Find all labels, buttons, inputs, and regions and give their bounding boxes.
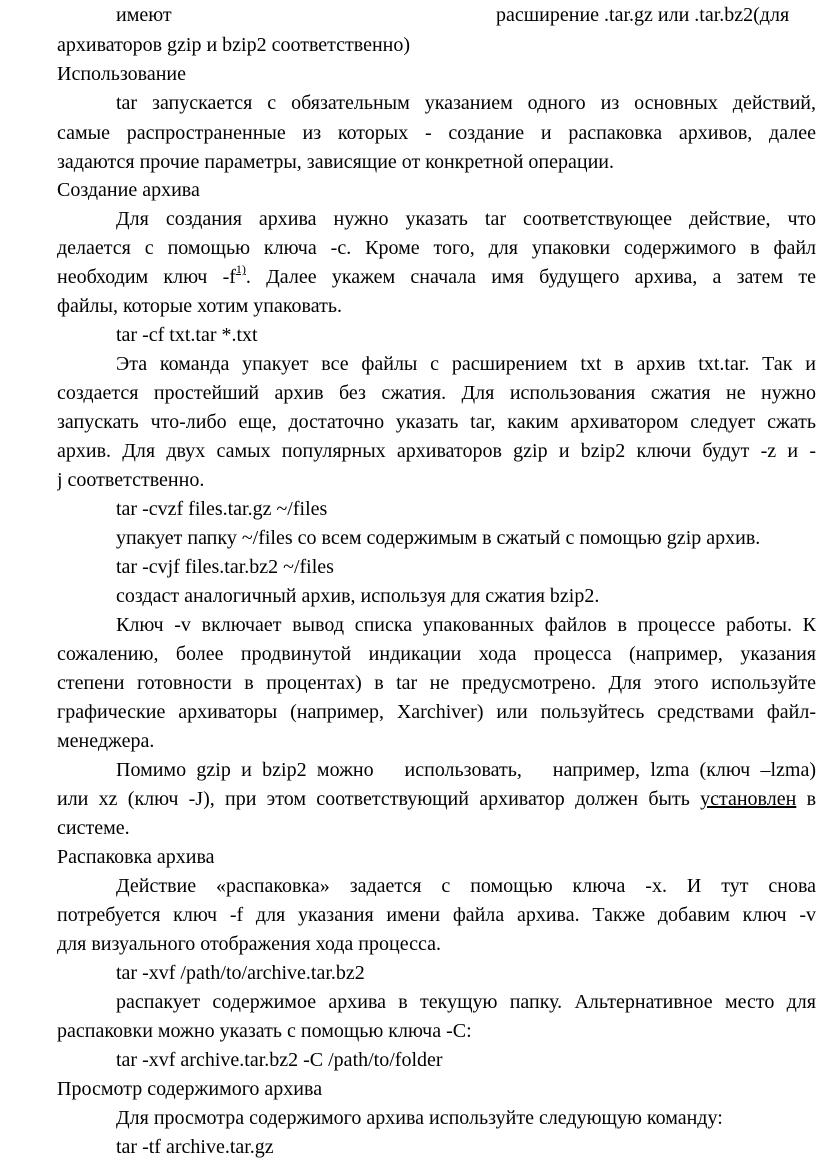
command-line: tar -cvjf files.tar.bz2 ~/files: [116, 556, 334, 578]
command-line: tar -cvzf files.tar.gz ~/files: [116, 498, 328, 520]
text-fragment: имеют: [116, 4, 172, 26]
paragraph-line: [57, 784, 816, 814]
text-fragment: расширение .tar.gz или .tar.bz2(для: [496, 4, 790, 26]
paragraph-line: для визуального отображения хода процесса.: [57, 933, 441, 955]
paragraph-line: создаст аналогичный архив, используя для сжатия bzip2.: [116, 585, 600, 607]
paragraph-line: j соответственно.: [57, 469, 205, 491]
paragraph-line: упакует папку ~/files со всем содержимым в сжатый с помощью gzip архив.: [116, 527, 761, 549]
section-heading: Создание архива: [57, 179, 200, 201]
paragraph-line: менеджера.: [57, 730, 155, 752]
section-heading: Распаковка архива: [57, 846, 215, 868]
text-fragment: . Далее укажем сначала имя будущего архива, а затем те: [245, 266, 816, 288]
paragraph-line: запускать что-либо еще, достаточно указать tar, каким архиватором следует сжать: [57, 411, 816, 433]
command-line: tar -cf txt.tar *.txt: [116, 324, 258, 346]
paragraph-line: архив. Для двух самых популярных архиваторов gzip и bzip2 ключи будут -z и -: [57, 440, 816, 462]
footnote-marker[interactable]: 1): [235, 262, 246, 277]
section-heading: Использование: [57, 63, 186, 85]
text-fragment: в: [806, 788, 816, 810]
paragraph-line: Для просмотра содержимого архива используйте следующую команду:: [116, 1107, 723, 1129]
paragraph-line: файлы, которые хотим упаковать.: [57, 295, 342, 317]
text-fragment: или xz (ключ -J), при этом соответствующий архиватор должен быть: [57, 788, 690, 810]
paragraph-line: Для создания архива нужно указать tar соответствующее действие, что: [116, 208, 816, 230]
text-fragment: необходим ключ -f: [57, 266, 236, 288]
paragraph-line: Помимо gzip и bzip2 можно использовать, например, lzma (ключ –lzma): [116, 759, 816, 781]
command-line: tar -xvf archive.tar.bz2 -C /path/to/folder: [116, 1049, 443, 1071]
paragraph-line: задаются прочие параметры, зависящие от конкретной операции.: [57, 151, 614, 173]
command-line: tar -xvf /path/to/archive.tar.bz2: [116, 962, 365, 984]
text-line: [0, 0, 816, 30]
paragraph-line: [57, 262, 816, 292]
paragraph-line: сожалению, более продвинутой индикации хода процесса (например, указания: [57, 643, 816, 665]
paragraph-line: системе.: [57, 817, 130, 839]
underlined-word: установлен: [700, 788, 797, 810]
paragraph-line: самые распространенные из которых - создание и распаковка архивов, далее: [57, 122, 816, 144]
command-line: tar -tf archive.tar.gz: [116, 1136, 274, 1158]
text-line: архиваторов gzip и bzip2 соответственно): [57, 34, 411, 56]
section-heading: Просмотр содержимого архива: [57, 1078, 323, 1100]
paragraph-line: графические архиваторы (например, Xarchiver) или пользуйтесь средствами файл-: [57, 701, 816, 723]
paragraph-line: распаковки можно указать с помощью ключа -C:: [57, 1020, 472, 1042]
paragraph-line: распакует содержимое архива в текущую папку. Альтернативное место для: [116, 991, 816, 1013]
paragraph-line: делается с помощью ключа -c. Кроме того, для упаковки содержимого в файл: [57, 237, 816, 259]
paragraph-line: создается простейший архив без сжатия. Для использования сжатия не нужно: [57, 382, 816, 404]
paragraph-line: Действие «распаковка» задается с помощью ключа -x. И тут снова: [116, 875, 816, 897]
paragraph-line: Эта команда упакует все файлы с расширением txt в архив txt.tar. Так и: [116, 353, 816, 375]
paragraph-line: tar запускается с обязательным указанием одного из основных действий,: [116, 92, 816, 114]
paragraph-line: Ключ -v включает вывод списка упакованных файлов в процессе работы. К: [116, 614, 816, 636]
paragraph-line: степени готовности в процентах) в tar не предусмотрено. Для этого используйте: [57, 672, 816, 694]
paragraph-line: потребуется ключ -f для указания имени файла архива. Также добавим ключ -v: [57, 904, 816, 926]
